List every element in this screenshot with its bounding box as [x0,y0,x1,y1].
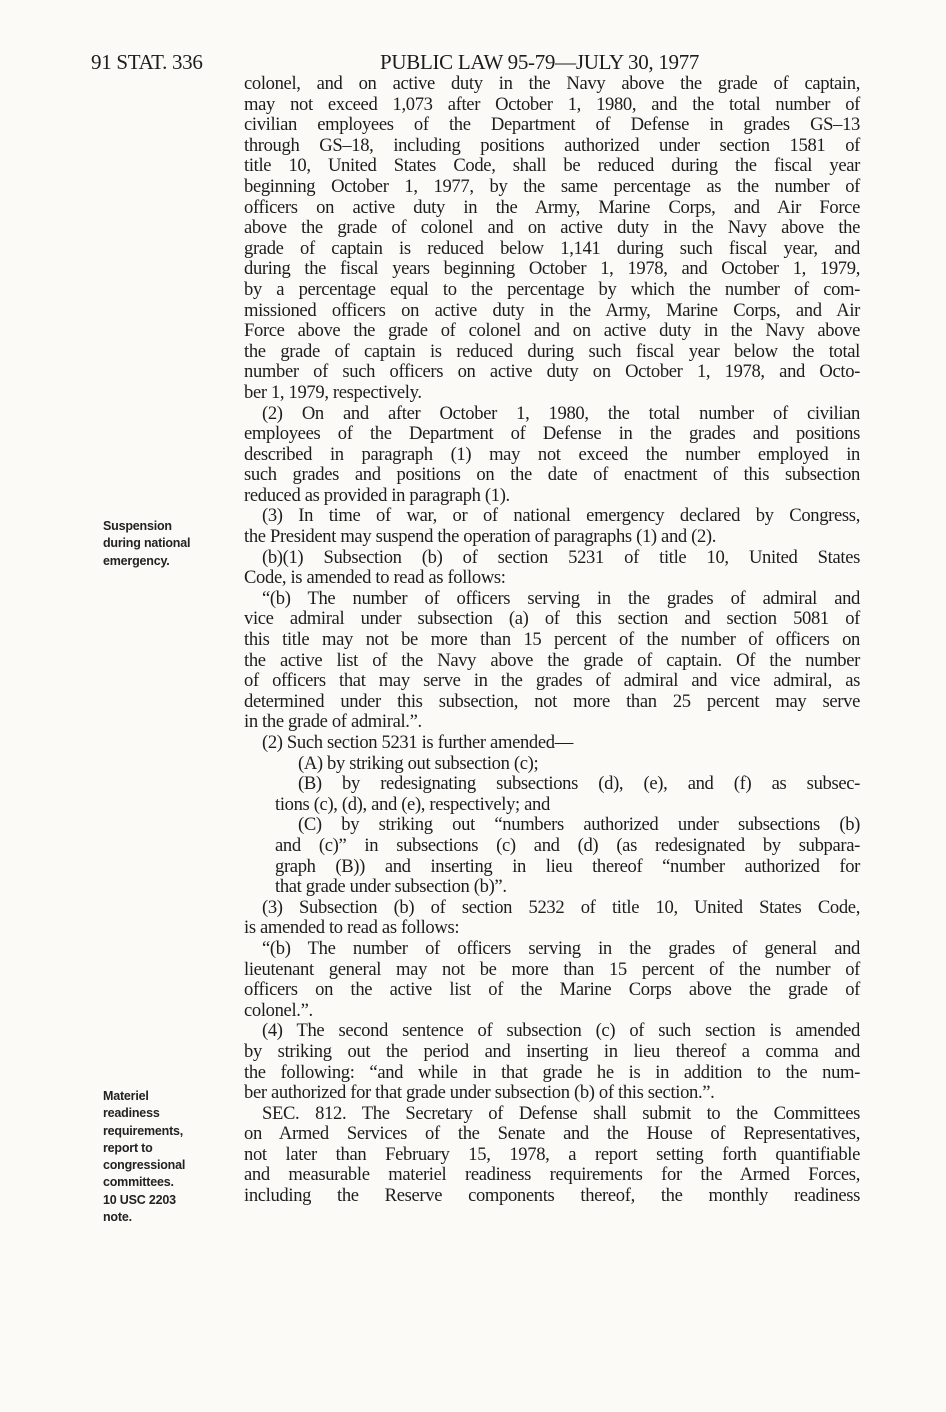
text-line: missioned officers on active duty in the Army, Marine Corps, and Air [244,299,860,321]
text-line: Force above the grade of colonel and on active duty in the Navy above [244,320,860,342]
text-line: the following: “and while in that grade he is in addition to the num- [244,1061,860,1083]
text-line: (2) Such section 5231 is further amended— [262,732,573,753]
text-line: during the fiscal years beginning October 1, 1978, and October 1, 1979, [244,258,860,280]
text-line: “(b) The number of officers serving in the grades of general and [262,937,860,959]
margin-note-line: readiness [103,1106,160,1121]
text-line: colonel.”. [244,999,313,1021]
text-line: (2) On and after October 1, 1980, the total number of civilian [262,402,860,424]
text-line: (3) Subsection (b) of section 5232 of title 10, United States Code, [262,896,860,918]
text-line: not later than February 15, 1978, a report setting forth quantifiable [244,1143,860,1165]
paragraph [244,1104,860,1207]
text-line: reduced as provided in paragraph (1). [244,484,510,506]
margin-note-line: committees. [103,1175,174,1190]
running-head: PUBLIC LAW 95-79—JULY 30, 1977 [380,50,700,74]
page-folio: 91 STAT. 336 [91,50,203,74]
text-line: “(b) The number of officers serving in the grades of admiral and [262,587,860,609]
text-line: of officers that may serve in the grades of admiral and vice admiral, as [244,670,860,692]
subparagraph [244,774,860,815]
text-line: that grade under subsection (b)”. [275,876,507,898]
text-line: Code, is amended to read as follows: [244,567,506,589]
text-line: employees of the Department of Defense in the grades and positions [244,423,860,445]
text-line: officers on the active list of the Marine Corps above the grade of [244,979,860,1001]
margin-note-line: emergency. [103,553,170,568]
text-line: the active list of the Navy above the grade of captain. Of the number [244,649,860,671]
text-line: (A) by striking out subsection (c); [298,752,539,774]
text-line: number of such officers on active duty on October 1, 1978, and Octo- [244,361,860,383]
paragraph [244,939,860,1021]
text-line: title 10, United States Code, shall be reduced during the fiscal year [244,155,860,177]
text-line: SEC. 812. The Secretary of Defense shall submit to the Committees [262,1102,860,1124]
paragraph [244,898,860,939]
text-line: (B) by redesignating subsections (d), (e), and (f) as subsec- [298,773,860,795]
margin-note-line: Materiel [103,1089,149,1103]
subparagraph [244,754,860,775]
margin-note-line: note. [103,1210,132,1225]
text-line: and measurable materiel readiness requirements for the Armed Forces, [244,1164,860,1186]
margin-note-line: congressional [103,1158,186,1173]
text-line: in the grade of admiral.”. [244,711,422,733]
text-line: lieutenant general may not be more than 15 percent of the number of [244,958,860,980]
paragraph [244,589,860,733]
text-line: on Armed Services of the Senate and the House of Representatives, [244,1123,860,1145]
text-line: including the Reserve components thereof, the monthly readiness [244,1185,860,1207]
text-line: ber 1, 1979, respectively. [244,381,422,403]
text-line: this title may not be more than 15 percent of the number of officers on [244,629,860,651]
paragraph [244,506,860,547]
text-line: may not exceed 1,073 after October 1, 1980, and the total number of [244,93,860,115]
text-line: by striking out the period and inserting in lieu thereof a comma and [244,1040,860,1062]
text-line: vice admiral under subsection (a) of this section and section 5081 of [244,608,860,630]
subparagraph [244,815,860,897]
margin-note-line: during national [103,536,191,551]
text-line: (b)(1) Subsection (b) of section 5231 of title 10, United States [262,546,860,568]
text-line: ber authorized for that grade under subsection (b) of this section.”. [244,1082,715,1104]
text-line: determined under this subsection, not more than 25 percent may serve [244,690,860,712]
text-line: such grades and positions on the date of enactment of this subsection [244,464,860,486]
text-line: described in paragraph (1) may not exceed the number employed in [244,443,860,465]
text-line: civilian employees of the Department of Defense in grades GS–13 [244,114,860,136]
margin-note-materiel-readiness [103,1088,185,1226]
text-line: graph (B)) and inserting in lieu thereof “number authorized for [275,855,860,877]
paragraph [244,404,860,507]
text-line: colonel, and on active duty in the Navy above the grade of captain, [244,73,860,94]
text-line: beginning October 1, 1977, by the same percentage as the number of [244,175,860,197]
text-line: officers on active duty in the Army, Marine Corps, and Air Force [244,196,860,218]
margin-note-line: requirements, [103,1123,184,1138]
text-line: (4) The second sentence of subsection (c) of such section is amended [262,1020,860,1042]
margin-note-line: Suspension [103,519,172,533]
paragraph [244,74,860,404]
text-line: (C) by striking out “numbers authorized under subsections (b) [298,814,860,836]
text-line: above the grade of colonel and on active duty in the Navy above the [244,217,860,239]
text-line: tions (c), (d), and (e), respectively; and [275,793,550,815]
text-line: by a percentage equal to the percentage by which the number of com- [244,278,860,300]
paragraph [244,733,860,754]
margin-note-line: report to [103,1140,153,1155]
text-line: and (c)” in subsections (c) and (d) (as redesignated by subpara- [275,834,860,856]
margin-note-suspension [103,518,190,570]
body-text [244,74,860,1207]
text-line: grade of captain is reduced below 1,141 during such fiscal year, and [244,237,860,259]
paragraph [244,1021,860,1103]
paragraph [244,548,860,589]
text-line: (3) In time of war, or of national emergency declared by Congress, [262,505,860,527]
text-line: is amended to read as follows: [244,917,460,939]
text-line: the grade of captain is reduced during such fiscal year below the total [244,340,860,362]
text-line: the President may suspend the operation of paragraphs (1) and (2). [244,526,717,548]
text-line: through GS–18, including positions authorized under section 1581 of [244,134,860,156]
margin-note-line: 10 USC 2203 [103,1192,176,1207]
